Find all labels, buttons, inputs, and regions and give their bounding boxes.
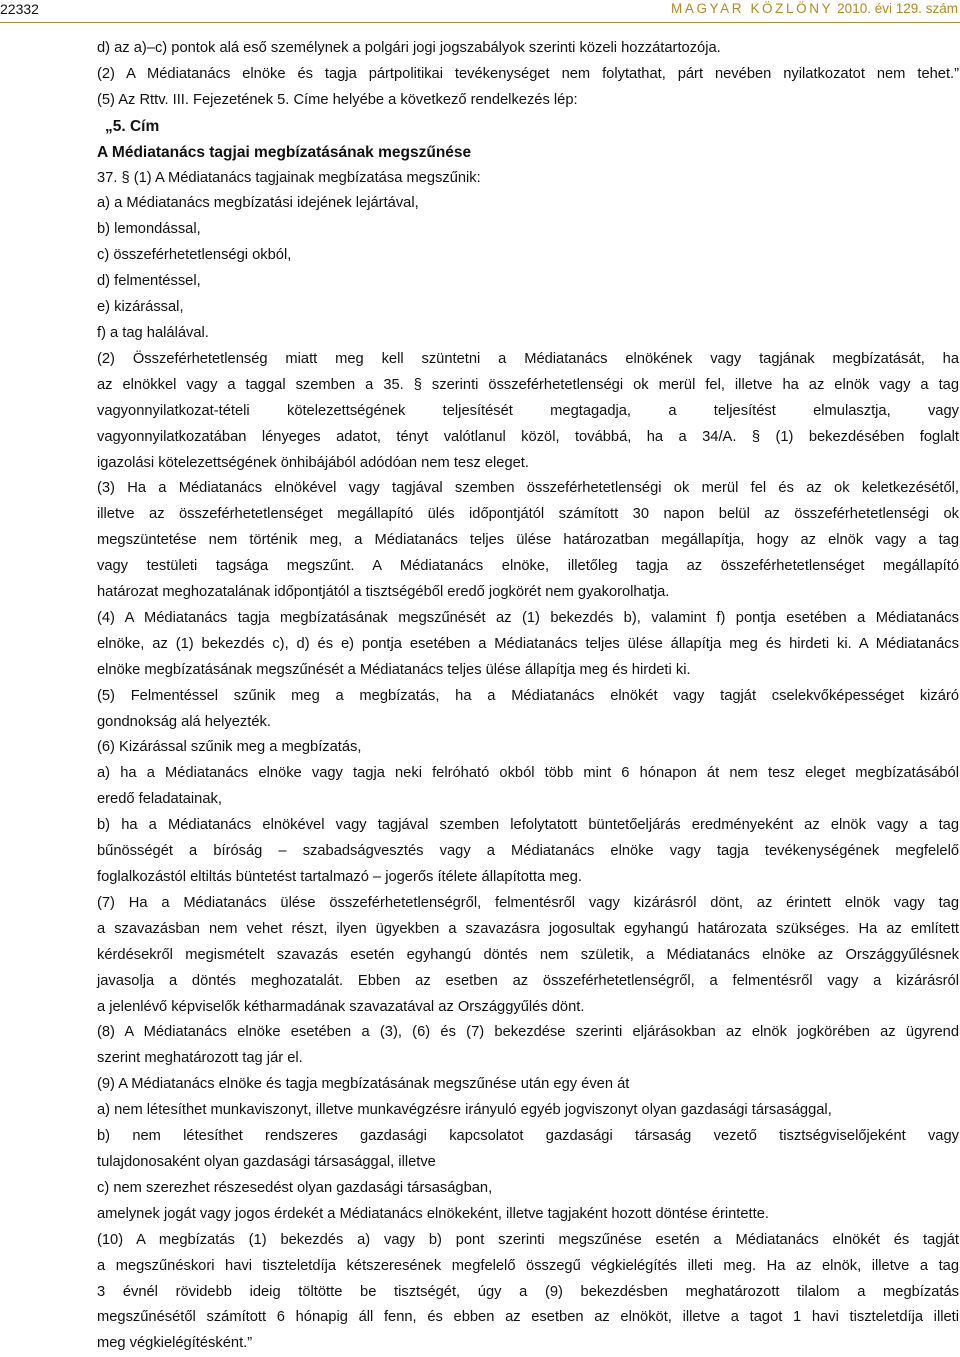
list-item: c) nem szerezhet részesedést olyan gazdasági társaságban,	[97, 1179, 493, 1196]
list-item: d) felmentéssel,	[97, 273, 201, 290]
text-line: tulajdonosaként olyan gazdasági társasággal, illetve	[97, 1153, 436, 1170]
list-item: f) a tag halálával.	[97, 324, 209, 341]
text-line: vagyonnyilatkozat-tételi kötelezettségének teljesítését megtagadja, a teljesítést elmulasztja, vagy	[97, 402, 959, 419]
text-line: eredő feladatainak,	[97, 791, 222, 808]
text-line: határozat meghozatalának időpontjától a tisztségéből eredő jogkörét nem gyakorolhatja.	[97, 584, 670, 601]
text-line: a megszűnéskori havi tiszteletdíja kétszeresének megfelelő összegű végkielégítés illeti meg. Ha az elnök, illetve a tag	[97, 1257, 959, 1274]
page-header	[0, 0, 960, 23]
section-title-heading: A Médiatanács tagjai megbízatásának megszűnése	[97, 143, 472, 161]
text-line: (2) A Médiatanács elnöke és tagja pártpolitikai tevékenységet nem folytathat, párt nevében nyilatkozatot nem tehet.”	[97, 65, 959, 82]
text-line: bűnösségét a bíróság – szabadságvesztés vagy a Médiatanács elnöke vagy tagja tevékenységének megfelelő	[97, 843, 959, 860]
text-line: a jelenlévő képviselők kétharmadának szavazatával az Országgyűlés dönt.	[97, 998, 585, 1015]
text-line: szerint meghatározott tag jár el.	[97, 1050, 303, 1067]
page-number: 22332	[0, 1, 39, 17]
text-line: gondnokság alá helyezték.	[97, 713, 271, 730]
gazette-issue: 2010. évi 129. szám	[837, 1, 958, 16]
text-line: igazolási kötelezettségének önhibájából adódóan nem tesz eleget.	[97, 454, 529, 471]
text-line: foglalkozástól eltiltás büntetést tartalmazó – jogerős ítélete állapította meg.	[97, 869, 582, 885]
text-line: (9) A Médiatanács elnöke és tagja megbízatásának megszűnése után egy éven át	[97, 1076, 630, 1093]
text-line: (2) Összeférhetetlenség miatt meg kell szüntetni a Médiatanács elnökének vagy tagjának megbízatását, ha	[97, 350, 959, 367]
text-line: (8) A Médiatanács elnöke esetében a (3), (6) és (7) bekezdése szerinti eljárásokban az elnök jogkörében az ügyrend	[97, 1024, 959, 1041]
text-line: (4) A Médiatanács tagja megbízatásának megszűnését az (1) bekezdés b), valamint f) pontja esetében a Médiatanács	[97, 609, 959, 626]
list-item: b) lemondással,	[97, 221, 201, 238]
text-line: meg végkielégítésként.”	[97, 1335, 253, 1352]
text-line: (7) Ha a Médiatanács ülése összeférhetetlenségről, felmentésről vagy kizárásról dönt, az érintett elnök vagy tag	[97, 894, 959, 911]
text-line: elnöke, az (1) bekezdés c), d) és e) pontja esetében a Médiatanács teljes ülése állapítja meg és hirdeti ki. A Médiatanács	[97, 635, 959, 652]
text-line: elnöke megbízatásának megszűnését a Médiatanács teljes ülése állapítja meg és hirdeti ki.	[97, 661, 691, 678]
list-item: a) nem létesíthet munkaviszonyt, illetve munkavégzésre irányuló egyéb jogviszonyt olyan gazdasági társasággal,	[97, 1102, 832, 1119]
text-line: 37. § (1) A Médiatanács tagjainak megbízatása megszűnik:	[97, 169, 481, 186]
gazette-name: MAGYAR KÖZLÖNY	[671, 1, 834, 16]
text-line: megszűnésétől számított 6 hónapig áll fenn, és ebben az esetben az elnököt, illetve a tagot 1 havi tiszteletdíja illeti	[97, 1309, 959, 1326]
text-line: a) ha a Médiatanács elnöke vagy tagja neki felróható okból több mint 6 hónapon át nem tesz eleget megbízatásából	[97, 765, 959, 782]
section-number-heading: „5. Cím	[105, 117, 160, 135]
text-line: (10) A megbízatás (1) bekezdés a) vagy b) pont szerinti megszűnése esetén a Médiatanács elnökét és tagját	[97, 1231, 959, 1248]
amendment-intro: (5) Az Rttv. III. Fejezetének 5. Címe helyébe a következő rendelkezés lép:	[97, 91, 578, 108]
text-line: az elnökkel vagy a taggal szemben a 35. § szerinti összeférhetetlenségi ok merül fel, illetve ha az elnök vagy a tag	[97, 376, 959, 393]
text-line: illetve az összeférhetetlenséget megállapító ülés időpontjától számított 30 napon belül az összeférhetetlenségi ok	[97, 506, 959, 523]
text-line: b) ha a Médiatanács elnökével vagy tagjával szemben lefolytatott büntetőeljárás eredményeként az elnök vagy a tag	[97, 817, 959, 834]
text-line: vagyonnyilatkozatában lényeges adatot, tényt valótlanul közöl, továbbá, ha a 34/A. § (1) bekezdésében foglalt	[97, 428, 959, 445]
text-line: (5) Felmentéssel szűnik meg a megbízatás, ha a Médiatanács elnökét vagy tagját cselekvőképességet kizáró	[97, 687, 959, 704]
text-line: amelynek jogát vagy jogos érdekét a Médiatanács elnökeként, illetve tagjaként hozott döntése érintette.	[97, 1205, 769, 1222]
text-line: megszüntetése nem történik meg, a Médiatanács teljes ülése határozatban megállapítja, hogy az elnök vagy a tag	[97, 532, 959, 549]
text-line: vagy testületi tagsága megszűnt. A Médiatanács elnöke, illetőleg tagja az összeférhetetlenséget megállapító	[97, 558, 959, 575]
document-body	[97, 36, 959, 1357]
text-line: d) az a)–c) pontok alá eső személynek a polgári jogi jogszabályok szerinti közeli hozzátartozója.	[97, 40, 721, 56]
list-item: b) nem létesíthet rendszeres gazdasági kapcsolatot gazdasági társaság vezető tisztségviselőjeként vagy	[97, 1128, 959, 1145]
list-item: c) összeférhetetlenségi okból,	[97, 247, 292, 264]
gazette-title	[671, 1, 958, 16]
list-item: e) kizárással,	[97, 299, 184, 316]
list-item: a) a Médiatanács megbízatási idejének lejártával,	[97, 195, 419, 212]
text-line: 3 évnél rövidebb ideig töltötte be tisztségét, úgy a (9) bekezdésben meghatározott tilalom a megbízatás	[97, 1283, 959, 1300]
text-line: a szavazásban nem vehet részt, ilyen ügyekben a szavazásra jogosultak egyhangú határozata szükséges. Ha az említett	[97, 920, 959, 937]
text-line: javasolja a döntés meghozatalát. Ebben az esetben az összeférhetetlenségről, a felmentésről vagy a kizárásról	[97, 972, 959, 989]
text-line: kérdésekről megismételt szavazás esetén egyhangú döntés nem születik, a Médiatanács elnöke az Országgyűlésnek	[97, 946, 959, 963]
text-line: (3) Ha a Médiatanács elnökével vagy tagjával szemben összeférhetetlenségi ok merül fel és az ok keletkezésétől,	[97, 480, 959, 497]
text-line: (6) Kizárással szűnik meg a megbízatás,	[97, 739, 362, 756]
